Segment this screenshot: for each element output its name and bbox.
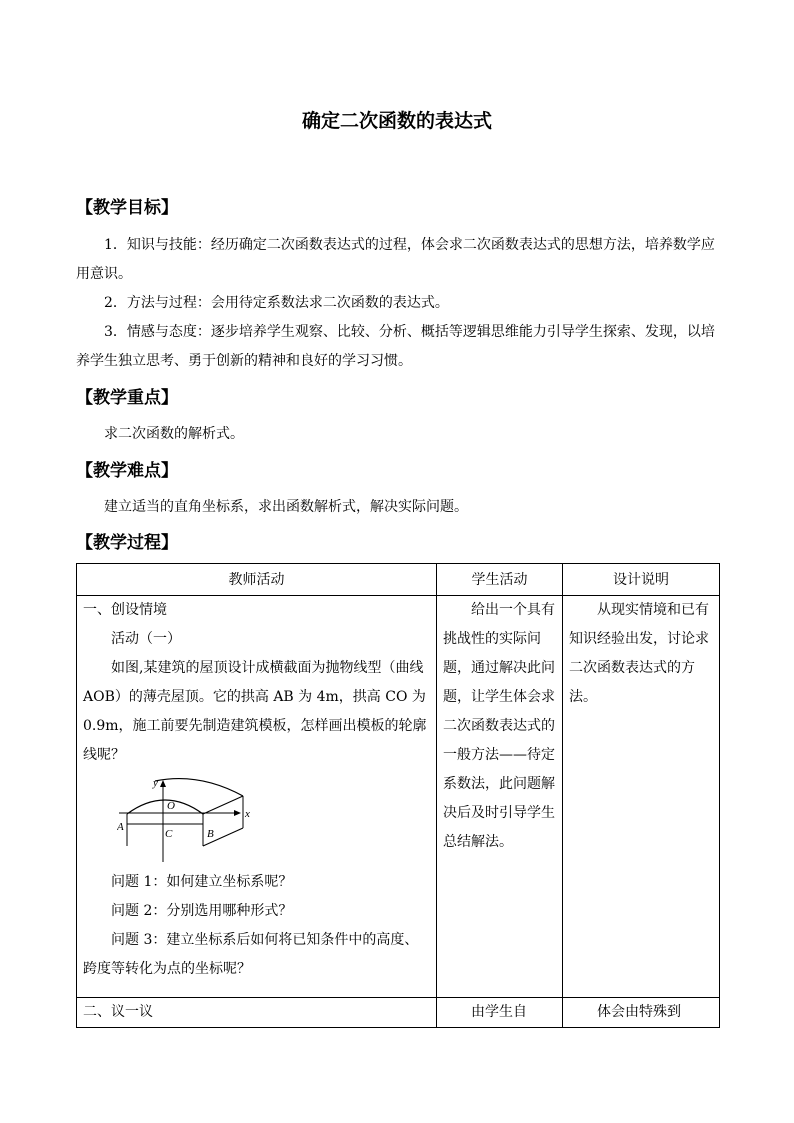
question-1: 问题 1：如何建立坐标系呢？ [111,874,293,890]
table-row [77,596,720,998]
difficulties-text: 建立适当的直角坐标系，求出函数解析式，解决实际问题。 [104,499,468,515]
header-design: 设计说明 [563,564,720,596]
y-arrow-icon [160,780,166,787]
problem-text: 如图,某建筑的屋顶设计成横截面为抛物线型（曲线 AOB）的薄壳屋顶。它的拱高 AB 为 4m，拱高 CO 为 0.9m，施工前要先制造建筑模板，怎样画出模板的轮廓线呢？ [83,660,427,763]
row2-section-title: 二、议一议 [83,1004,153,1020]
row2-design-text: 体会由特殊到 [597,1004,681,1020]
question-2: 问题 2：分别选用哪种形式？ [111,903,293,919]
heading-difficulties: 【教学难点】 [76,461,178,481]
page-title: 确定二次函数的表达式 [301,110,492,132]
goal-item-2: 2．方法与过程：会用待定系数法求二次函数的表达式。 [104,295,449,311]
label-c: C [165,828,173,840]
label-y: y [153,777,158,789]
row2-student-text: 由学生自 [471,1004,527,1020]
header-student: 学生活动 [437,564,563,596]
roof-figure [83,770,430,868]
activity-label: 活动（一） [111,631,181,647]
teacher-activity-cell [77,596,437,998]
x-arrow-icon [234,810,241,816]
goal-item-1: 1．知识与技能：经历确定二次函数表达式的过程，体会求二次函数表达式的思想方法，培养数学应用意识。 [76,237,715,282]
front-arch [127,800,203,814]
heading-key-points: 【教学重点】 [76,388,178,408]
student-activity-cell [437,596,563,998]
row2-design-cell [563,998,720,1028]
row1-section-title: 一、创设情境 [83,602,167,618]
label-x: x [245,808,250,820]
header-teacher: 教师活动 [77,564,437,596]
key-points-text: 求二次函数的解析式。 [104,426,244,442]
label-a: A [117,821,124,833]
design-note-text: 从现实情境和已有知识经验出发，讨论求二次函数表达式的方法。 [569,602,709,705]
student-activity-text: 给出一个具有挑战性的实际问题，通过解决此问题，让学生体会求二次函数表达式的一般方法——待定系数法，此问题解决后及时引导学生总结解法。 [443,602,555,850]
heading-teaching-goals: 【教学目标】 [76,198,178,218]
row2-teacher-cell [77,998,437,1028]
label-o: O [167,800,175,812]
table-row [77,998,720,1028]
table-header-row [77,564,720,596]
label-b: B [207,828,214,840]
question-3: 问题 3：建立坐标系后如何将已知条件中的高度、跨度等转化为点的坐标呢？ [83,932,419,977]
top-arch [155,779,243,796]
goal-item-3: 3．情感与态度：逐步培养学生观察、比较、分析、概括等逻辑思维能力引导学生探索、发现，以培养学生独立思考、勇于创新的精神和良好的学习习惯。 [76,324,715,369]
heading-process: 【教学过程】 [76,533,178,553]
process-table [76,563,720,1028]
row2-student-cell [437,998,563,1028]
parabola-roof-diagram [117,776,267,864]
design-note-cell [563,596,720,998]
